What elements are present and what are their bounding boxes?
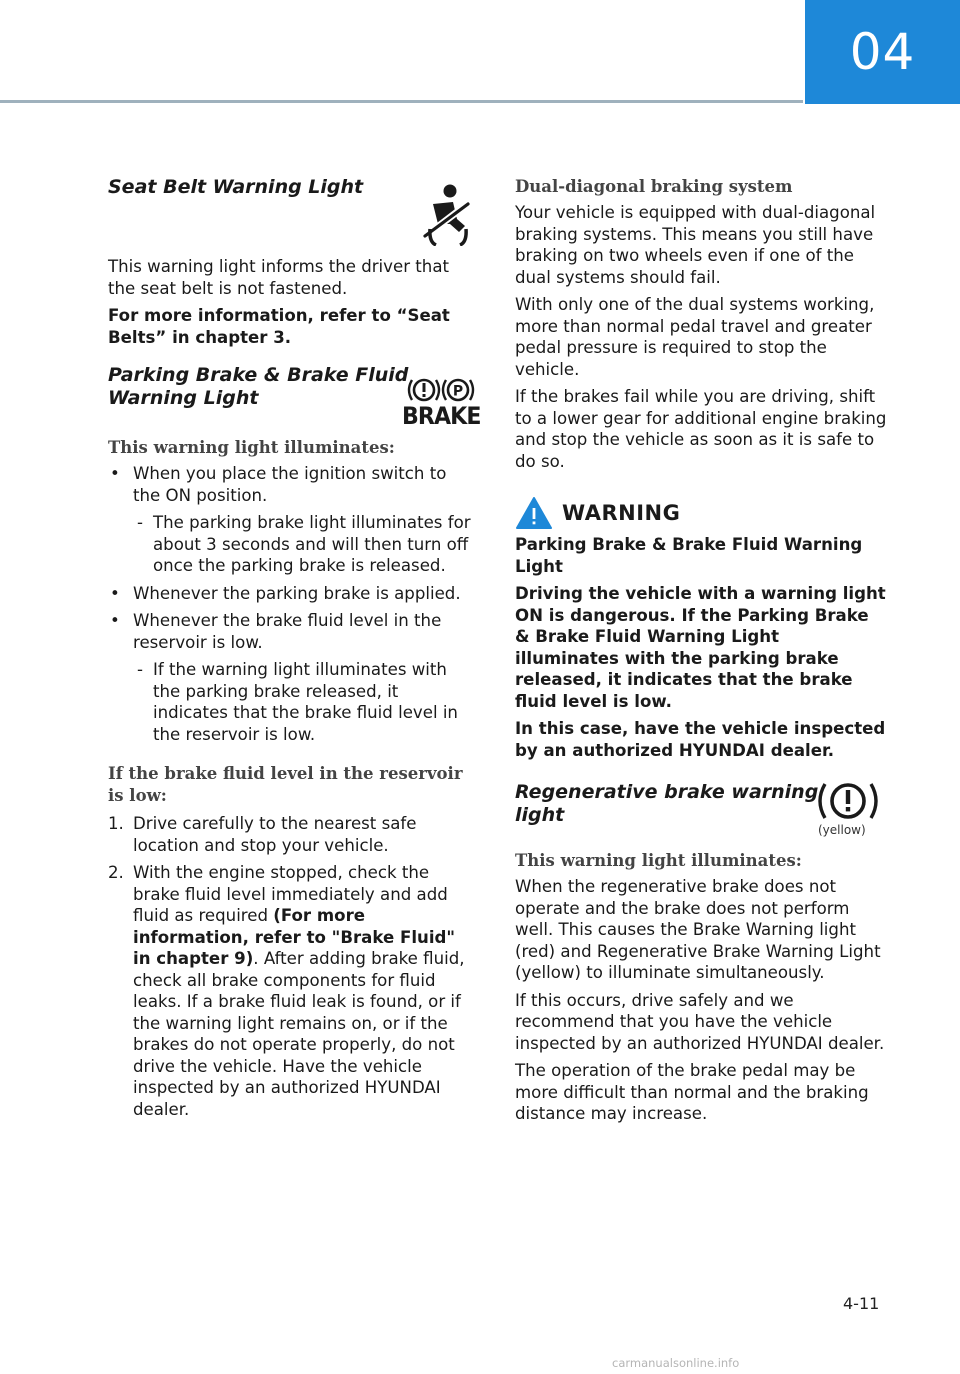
sub-list — [133, 659, 478, 745]
step-text: Drive carefully to the nearest safe location and stop your vehicle. — [133, 814, 417, 855]
chapter-tab: 04 — [805, 0, 960, 104]
dual-diagonal-heading: Dual-diagonal braking system — [515, 177, 793, 196]
header-rule — [0, 100, 803, 103]
regen-p3: The operation of the brake pedal may be more difficult than normal and the braking distance may increase. — [515, 1061, 869, 1123]
step-number: 2. — [108, 863, 124, 882]
list-item — [108, 610, 478, 745]
dual-diagonal-p3: If the brakes fail while you are driving, shift to a lower gear for additional engine braking and stop the vehicle as soon as it is safe to do so. — [515, 387, 887, 471]
regen-section — [515, 781, 887, 847]
list-item — [108, 813, 478, 856]
seat-belt-icon — [416, 182, 474, 250]
parking-brake-section — [108, 364, 481, 434]
svg-text:P: P — [452, 383, 464, 400]
brake-warning-icon — [402, 376, 481, 432]
warning-p1: Driving the vehicle with a warning light ON is dangerous. If the Parking Brake & Brake Fluid Warning Light illuminates with the parking brake released, it indicates that the brake fluid level is low. — [515, 584, 886, 711]
warning-header — [515, 496, 887, 530]
parking-brake-title-line1: Parking Brake & Brake Fluid — [108, 364, 409, 386]
list-item — [108, 862, 478, 1120]
step-number: 1. — [108, 814, 124, 833]
seat-belt-title: Seat Belt Warning Light — [108, 176, 364, 198]
seat-belt-section — [108, 176, 478, 256]
bullet-text: Whenever the brake fluid level in the reservoir is low. — [133, 611, 442, 652]
parking-illuminates-heading: This warning light illuminates: — [108, 438, 395, 457]
watermark: carmanualsonline.info — [612, 1356, 740, 1370]
list-item: - If the warning light illuminates with the parking brake released, it indicates that the brake fluid level in the reservoir is low. — [133, 659, 478, 745]
regen-brake-icon — [815, 779, 881, 841]
regen-p1: When the regenerative brake does not operate and the brake does not perform well. This causes the Brake Warning light (red) and Regenerative Brake Warning Light (yellow) to illuminate simultaneously. — [515, 877, 881, 982]
parking-bullet-list — [108, 463, 478, 745]
step-text: . After adding brake fluid, check all brake components for fluid leaks. If a brake fluid leak is found, or if the warning light remains on, or if the brakes do not operate properly, do not drive the vehicle. Have the vehicle inspected by an authorized HYUNDAI dealer. — [133, 949, 465, 1119]
fluid-low-steps — [108, 813, 478, 1120]
bullet-text: When you place the ignition switch to the ON position. — [133, 464, 447, 505]
right-column — [515, 170, 887, 1125]
brake-icon-text: BRAKE — [402, 402, 481, 430]
regen-title-line2: light — [515, 804, 565, 826]
warning-p2: In this case, have the vehicle inspected by an authorized HYUNDAI dealer. — [515, 719, 886, 760]
regen-illuminates-heading: This warning light illuminates: — [515, 851, 802, 870]
seat-belt-body: This warning light informs the driver that the seat belt is not fastened. — [108, 257, 449, 298]
dual-diagonal-p1: Your vehicle is equipped with dual-diagonal braking systems. This means you still have braking on two wheels even if one of the dual systems should fail. — [515, 203, 876, 287]
sub-list — [133, 512, 478, 577]
step-text: With the engine stopped, check the brake fluid level immediately and add fluid as required — [133, 863, 448, 925]
regen-icon-label: (yellow) — [818, 823, 866, 837]
warning-subtitle: Parking Brake & Brake Fluid Warning Light — [515, 535, 863, 576]
page-number: 4-11 — [843, 1294, 880, 1313]
parking-brake-title-line2: Warning Light — [108, 387, 259, 409]
regen-title-line1: Regenerative brake warning — [515, 781, 819, 803]
fluid-low-heading: If the brake fluid level in the reservoir is low: — [108, 764, 463, 805]
dual-diagonal-p2: With only one of the dual systems working, more than normal pedal travel and greater pedal pressure is required to stop the vehicle. — [515, 295, 875, 379]
left-column — [108, 170, 481, 1120]
step-text-bold: (For more information, refer to "Brake Fluid" in chapter 9) — [133, 906, 456, 968]
list-item — [108, 463, 478, 577]
seat-belt-ref: For more information, refer to “Seat Belts” in chapter 3. — [108, 306, 450, 347]
warning-title: WARNING — [562, 501, 681, 525]
warning-triangle-icon — [515, 496, 553, 530]
list-item: - The parking brake light illuminates for about 3 seconds and will then turn off once the parking brake is released. — [133, 512, 478, 577]
list-item: • Whenever the parking brake is applied. — [108, 583, 478, 605]
regen-p2: If this occurs, drive safely and we recommend that you have the vehicle inspected by an authorized HYUNDAI dealer. — [515, 990, 885, 1053]
